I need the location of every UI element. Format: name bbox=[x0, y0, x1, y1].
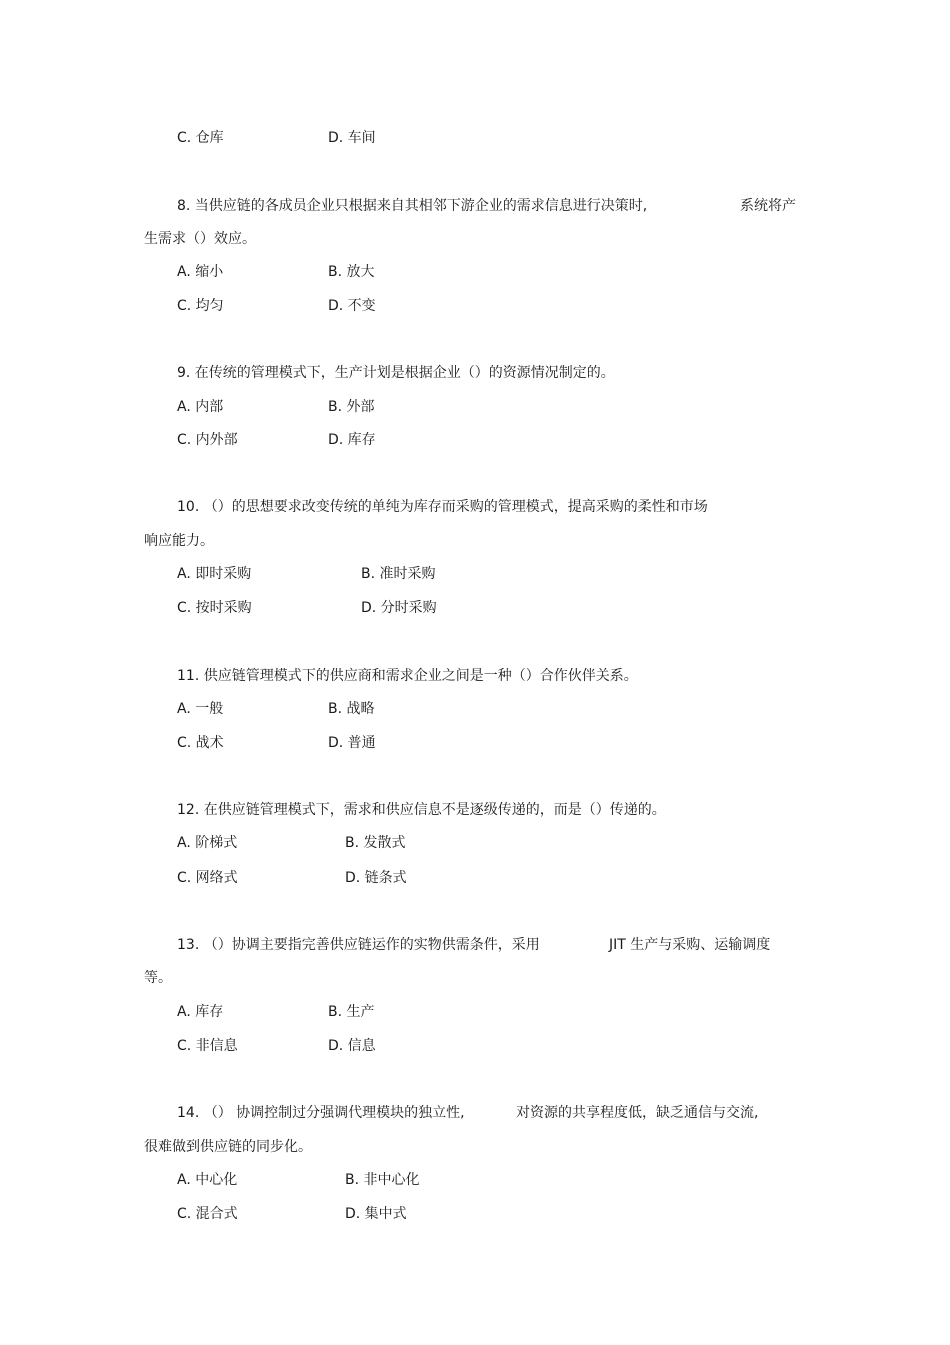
option-c: C. 网络式 bbox=[177, 870, 238, 886]
option-a: A. 一般 bbox=[177, 701, 224, 717]
question-stem: 11. 供应链管理模式下的供应商和需求企业之间是一种（）合作伙伴关系。 bbox=[177, 668, 638, 684]
question-stem: 9. 在传统的管理模式下，生产计划是根据企业（）的资源情况制定的。 bbox=[177, 365, 615, 381]
question-stem-wrap: 响应能力。 bbox=[144, 533, 214, 549]
option-b: B. 放大 bbox=[328, 264, 375, 280]
option-c: C. 混合式 bbox=[177, 1206, 238, 1222]
question-stem: 12. 在供应链管理模式下，需求和供应信息不是逐级传递的，而是（）传递的。 bbox=[177, 802, 666, 818]
option-c: C. 非信息 bbox=[177, 1038, 238, 1054]
option-b: B. 准时采购 bbox=[361, 566, 436, 582]
option-c: C. 仓库 bbox=[177, 130, 224, 146]
option-d: D. 链条式 bbox=[345, 870, 407, 886]
question-stem-wrap: 生需求（）效应。 bbox=[144, 231, 256, 247]
option-a: A. 缩小 bbox=[177, 264, 224, 280]
question-stem-line bbox=[0, 1104, 950, 1122]
option-d: D. 信息 bbox=[328, 1038, 376, 1054]
option-c: C. 内外部 bbox=[177, 432, 238, 448]
question-stem-continued: JIT 生产与采购、运输调度 bbox=[609, 937, 771, 953]
option-a: A. 中心化 bbox=[177, 1172, 238, 1188]
option-d: D. 普通 bbox=[328, 735, 376, 751]
option-d: D. 库存 bbox=[328, 432, 376, 448]
option-b: B. 战略 bbox=[328, 701, 375, 717]
option-d: D. 集中式 bbox=[345, 1206, 407, 1222]
question-stem-continued: 对资源的共享程度低，缺乏通信与交流, bbox=[516, 1105, 759, 1121]
question-stem-line bbox=[0, 936, 950, 954]
option-a: A. 阶梯式 bbox=[177, 835, 238, 851]
option-b: B. 生产 bbox=[328, 1004, 375, 1020]
option-c: C. 按时采购 bbox=[177, 600, 252, 616]
option-c: C. 均匀 bbox=[177, 298, 224, 314]
option-b: B. 发散式 bbox=[345, 835, 406, 851]
option-a: A. 内部 bbox=[177, 399, 224, 415]
question-stem-wrap: 等。 bbox=[144, 970, 172, 986]
option-d: D. 车间 bbox=[328, 130, 376, 146]
option-d: D. 分时采购 bbox=[361, 600, 437, 616]
option-c: C. 战术 bbox=[177, 735, 224, 751]
option-d: D. 不变 bbox=[328, 298, 376, 314]
question-stem: 14. （） 协调控制过分强调代理模块的独立性, bbox=[177, 1105, 465, 1121]
question-stem: 10. （）的思想要求改变传统的单纯为库存而采购的管理模式，提高采购的柔性和市场 bbox=[177, 499, 708, 515]
question-stem: 13. （）协调主要指完善供应链运作的实物供需条件，采用 bbox=[177, 937, 540, 953]
question-stem-line bbox=[0, 197, 950, 215]
option-b: B. 非中心化 bbox=[345, 1172, 420, 1188]
option-b: B. 外部 bbox=[328, 399, 375, 415]
question-stem-wrap: 很难做到供应链的同步化。 bbox=[144, 1139, 312, 1155]
option-a: A. 库存 bbox=[177, 1004, 224, 1020]
option-a: A. 即时采购 bbox=[177, 566, 252, 582]
question-stem-continued: 系统将产 bbox=[740, 198, 796, 214]
question-stem: 8. 当供应链的各成员企业只根据来自其相邻下游企业的需求信息进行决策时, bbox=[177, 198, 648, 214]
